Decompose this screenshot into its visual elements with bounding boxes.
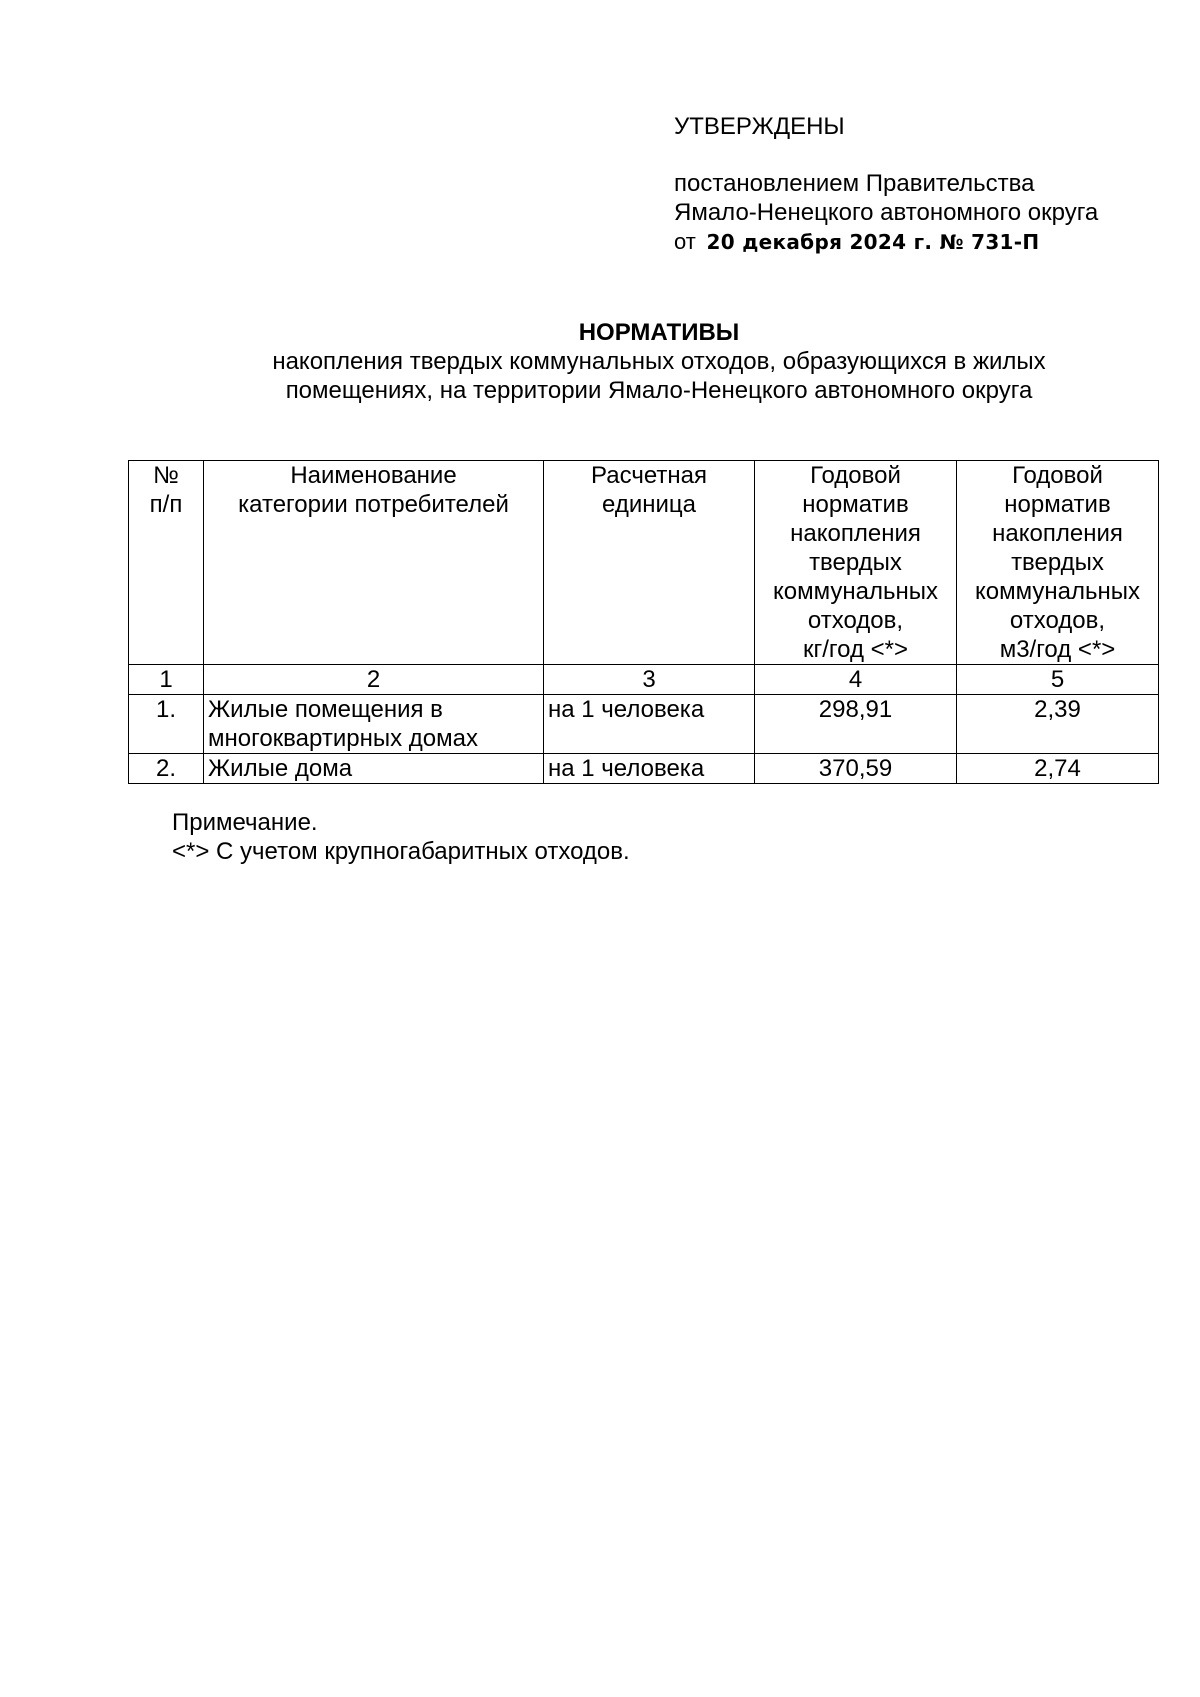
row-m3-per-year: 2,39 bbox=[957, 695, 1159, 754]
row-kg-per-year: 370,59 bbox=[755, 754, 957, 784]
header-number: № п/п bbox=[129, 461, 204, 665]
table-row bbox=[129, 754, 1159, 784]
note-block bbox=[172, 808, 630, 866]
column-number: 4 bbox=[755, 665, 957, 695]
header-unit: Расчетная единица bbox=[544, 461, 755, 665]
row-category: Жилые помещения в многоквартирных домах bbox=[204, 695, 544, 754]
column-number: 2 bbox=[204, 665, 544, 695]
note-text: <*> С учетом крупногабаритных отходов. bbox=[172, 838, 630, 865]
table-row bbox=[129, 695, 1159, 754]
row-unit: на 1 человека bbox=[544, 754, 755, 784]
document-subtitle-line-2: помещениях, на территории Ямало-Ненецкого автономного округа bbox=[285, 377, 1033, 404]
from-label: от bbox=[674, 229, 696, 254]
column-number: 5 bbox=[957, 665, 1159, 695]
header-kg-per-year: Годовой норматив накопления твердых коммунальных отходов, кг/год <*> bbox=[755, 461, 957, 665]
header-category: Наименование категории потребителей bbox=[204, 461, 544, 665]
document-subtitle-line-1: накопления твердых коммунальных отходов, образующихся в жилых bbox=[272, 348, 1046, 375]
row-category: Жилые дома bbox=[204, 754, 544, 784]
column-number: 3 bbox=[544, 665, 755, 695]
approved-title: УТВЕРЖДЕНЫ bbox=[674, 113, 845, 140]
row-unit: на 1 человека bbox=[544, 695, 755, 754]
column-number: 1 bbox=[129, 665, 204, 695]
column-number-row bbox=[129, 665, 1159, 695]
document-heading bbox=[0, 318, 1200, 405]
note-label: Примечание. bbox=[172, 809, 318, 836]
row-m3-per-year: 2,74 bbox=[957, 754, 1159, 784]
row-number: 2. bbox=[129, 754, 204, 784]
approval-line-2: Ямало-Ненецкого автономного округа bbox=[674, 199, 1099, 226]
approval-line-1: постановлением Правительства bbox=[674, 170, 1035, 197]
row-kg-per-year: 298,91 bbox=[755, 695, 957, 754]
approval-date-line bbox=[674, 227, 1174, 257]
norms-table bbox=[128, 460, 1159, 784]
document-title: НОРМАТИВЫ bbox=[578, 319, 740, 346]
row-number: 1. bbox=[129, 695, 204, 754]
header-m3-per-year: Годовой норматив накопления твердых коммунальных отходов, м3/год <*> bbox=[957, 461, 1159, 665]
decree-date-number: 20 декабря 2024 г. № 731-П bbox=[706, 230, 1040, 254]
table-header-row bbox=[129, 461, 1159, 665]
approval-block bbox=[674, 112, 1174, 257]
